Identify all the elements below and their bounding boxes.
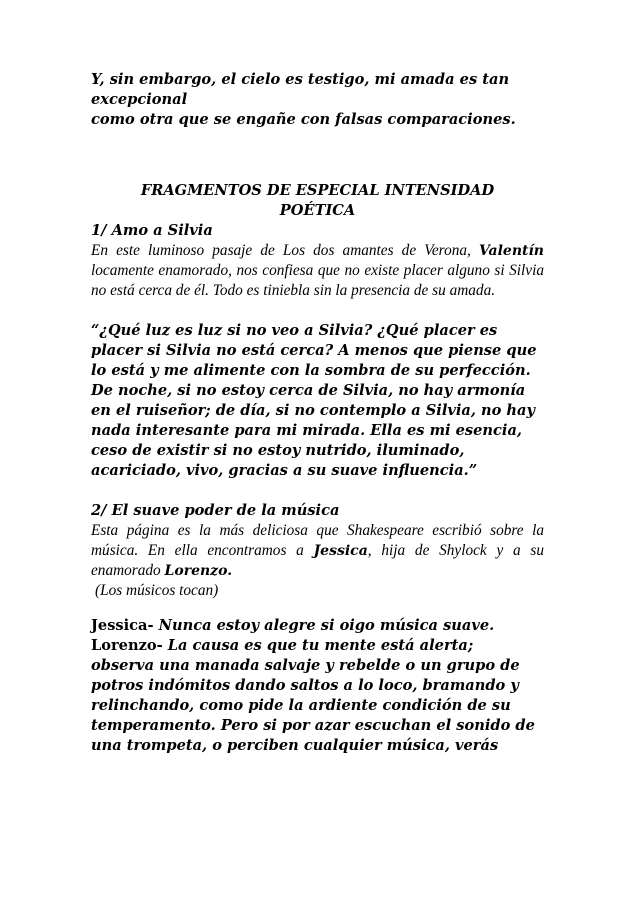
dialogue-line: relinchando, como pide la ardiente condición de su (91, 697, 511, 714)
jessica-line: Nunca estoy alegre si oigo música suave. (153, 617, 495, 634)
part2-desc-a: Esta página es la más deliciosa que Shakespeare escribió sobre la música. En ella encontramos a (91, 522, 544, 559)
quote-line: lo está y me alimente con la sombra de su perfección. (91, 362, 531, 379)
quote-line: nada interesante para mi mirada. Ella es mi esencia, (91, 422, 523, 439)
intro-line-2: excepcional (91, 91, 188, 108)
quote-line: en el ruiseñor; de día, si no contemplo a Silvia, no hay (91, 402, 535, 419)
quote-line: De noche, si no estoy cerca de Silvia, no hay armonía (91, 382, 526, 399)
dialogue-line: potros indómitos dando saltos a lo loco, bramando y (91, 677, 519, 694)
stage-direction: (Los músicos tocan) (95, 582, 219, 599)
dialogue-lorenzo (91, 636, 544, 656)
part1-heading: 1/ Amo a Silvia (91, 222, 213, 239)
part2-desc-name-2: Lorenzo. (164, 563, 233, 579)
intro-line-1: Y, sin embargo, el cielo es testigo, mi amada es tan (91, 71, 510, 88)
part1-desc-a: En este luminoso pasaje de Los dos amantes de Verona, (91, 242, 479, 259)
part2-description (91, 521, 544, 581)
part2-desc-b: , hija de Shylock y a su enamorado (91, 542, 544, 579)
speaker-jessica: Jessica- (91, 617, 154, 634)
part1-desc-name: Valentín (478, 243, 544, 259)
quote-line: acariciado, vivo, gracias a su suave influencia.” (91, 462, 478, 479)
dialogue-jessica (91, 616, 544, 636)
document-page (91, 70, 544, 756)
speaker-lorenzo: Lorenzo- (91, 637, 163, 654)
section-title-line-2: POÉTICA (279, 202, 356, 219)
intro-line-3: como otra que se engañe con falsas comparaciones. (91, 111, 516, 128)
dialogue-line: una trompeta, o perciben cualquier música, verás (91, 737, 499, 754)
lorenzo-line: La causa es que tu mente está alerta; (162, 637, 474, 654)
quote-line: placer si Silvia no está cerca? A menos que piense que (91, 342, 537, 359)
part1-description (91, 241, 544, 301)
part2-heading: 2/ El suave poder de la música (91, 502, 340, 519)
dialogue-line: observa una manada salvaje y rebelde o un grupo de (91, 657, 520, 674)
quote-line: ceso de existir si no estoy nutrido, iluminado, (91, 442, 465, 459)
part2-desc-name-1: Jessica (313, 543, 368, 559)
dialogue-line: temperamento. Pero si por azar escuchan el sonido de (91, 717, 535, 734)
part1-desc-b: locamente enamorado, nos confiesa que no existe placer alguno si Silvia no está cerca de él. Todo es tiniebla sin la presencia de su amada. (91, 262, 544, 299)
section-title-line-1: FRAGMENTOS DE ESPECIAL INTENSIDAD (140, 182, 495, 199)
quote-line: “¿Qué luz es luz si no veo a Silvia? ¿Qué placer es (91, 322, 498, 339)
